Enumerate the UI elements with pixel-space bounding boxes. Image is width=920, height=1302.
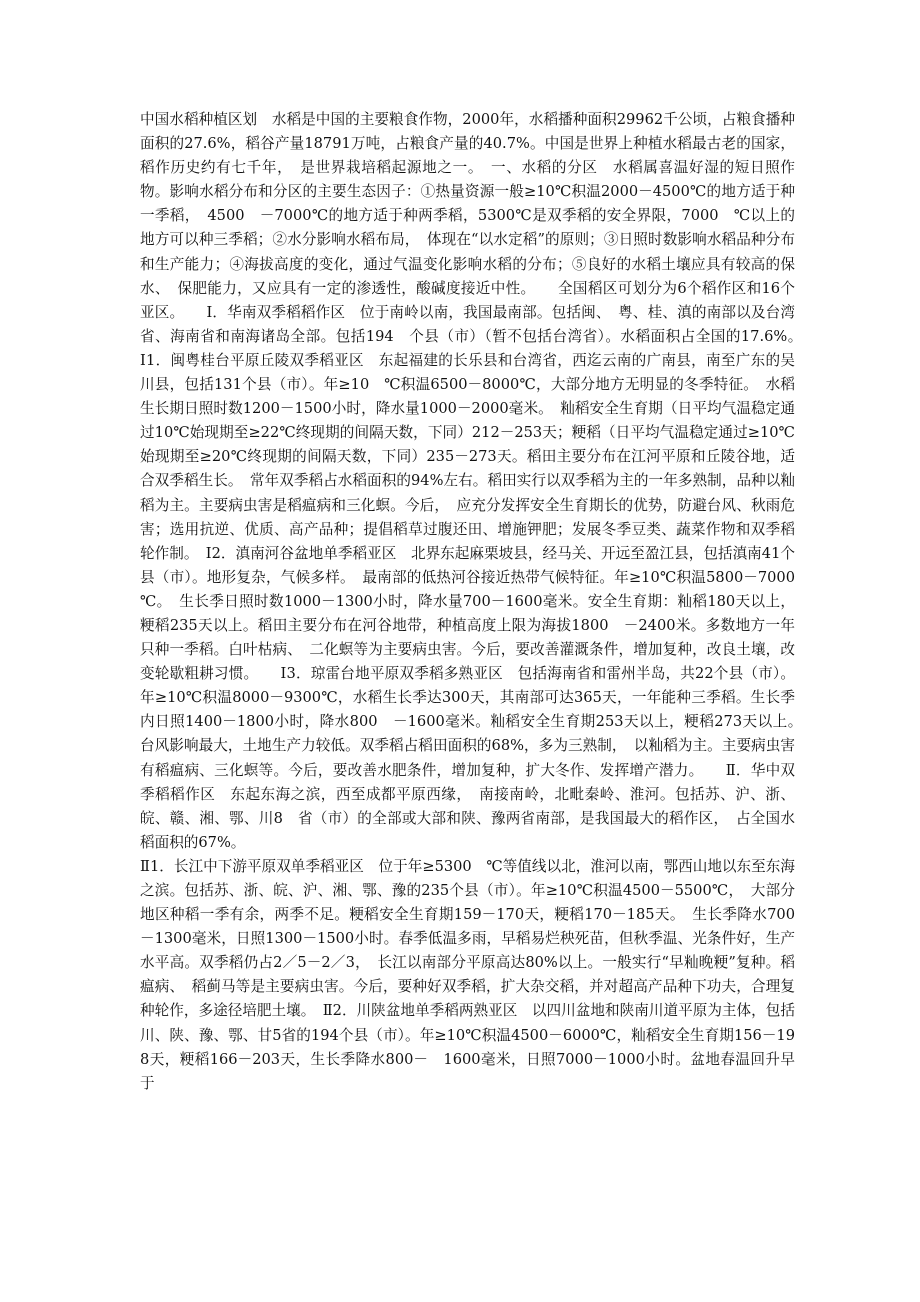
paragraph-1: 中国水稻种植区划 水稻是中国的主要粮食作物，2000年，水稻播种面积29962千公顷，占粮食播种面积的27.6%，稻谷产量18791万吨，占粮食产量的40.7%。中国是世界上种植水稻最古老的国家，稻作历史约有七千年， 是世界栽培稻起源地之一。 一、水稻的分区 水稻属喜温好湿的短日照作物。影响水稻分布和分区的主要生态因子：①热量资源一般≥10℃积温2000－4500℃的地方适于种一季稻， 4500 －7000℃的地方适于种两季稻，5300℃是双季稻的安全界限，7000 ℃以上的地方可以种三季稻；②水分影响水稻布局， 体现在“以水定稻”的原则；③日照时数影响水稻品种分布和生产能力；④海拔高度的变化，通过气温变化影响水稻的分布；⑤良好的水稻土壤应具有较高的保水、 保肥能力，又应具有一定的渗透性，酸碱度接近中性。 全国稻区可划分为6个稻作区和16个亚区。 Ⅰ．华南双季稻稻作区 位于南岭以南，我国最南部。包括闽、 粤、桂、滇的南部以及台湾省、海南省和南海诸岛全部。包括194 个县（市）（暂不包括台湾省）。水稻面积占全国的17.6%。 Ⅰ1．闽粤桂台平原丘陵双季稻亚区 东起福建的长乐县和台湾省，西迄云南的广南县，南至广东的吴川县，包括131个县（市）。年≥10 ℃积温6500－8000℃，大部分地方无明显的冬季特征。 水稻生长期日照时数1200－1500小时，降水量1000－2000毫米。 籼稻安全生育期（日平均气温稳定通过10℃始现期至≥22℃终现期的间隔天数，下同）212－253天；粳稻（日平均气温稳定通过≥10℃始现期至≥20℃终现期的间隔天数，下同）235－273天。稻田主要分布在江河平原和丘陵谷地，适合双季稻生长。 常年双季稻占水稻面积的94%左右。稻田实行以双季稻为主的一年多熟制，品种以籼稻为主。主要病虫害是稻瘟病和三化螟。今后， 应充分发挥安全生育期长的优势，防避台风、秋雨危害；选用抗逆、优质、高产品种；提倡稻草过腹还田、增施钾肥；发展冬季豆类、蔬菜作物和双季稻轮作制。 Ⅰ2．滇南河谷盆地单季稻亚区 北界东起麻栗坡县，经马关、开远至盈江县，包括滇南41个县（市）。地形复杂，气候多样。 最南部的低热河谷接近热带气候特征。年≥10℃积温5800－7000 ℃。 生长季日照时数1000－1300小时，降水量700－1600毫米。安全生育期：籼稻180天以上，粳稻235天以上。稻田主要分布在河谷地带，种植高度上限为海拔1800 －2400米。多数地方一年只种一季稻。白叶枯病、 二化螟等为主要病虫害。今后，要改善灌溉条件，增加复种，改良土壤，改变轮歇粗耕习惯。 Ⅰ3．琼雷台地平原双季稻多熟亚区 包括海南省和雷州半岛，共22个县（市）。年≥10℃积温8000－9300℃，水稻生长季达300天，其南部可达365天，一年能种三季稻。生长季内日照1400－1800小时，降水800 －1600毫米。籼稻安全生育期253天以上，粳稻273天以上。 台风影响最大，土地生产力较低。双季稻占稻田面积的68%，多为三熟制， 以籼稻为主。主要病虫害有稻瘟病、三化螟等。今后，要改善水肥条件，增加复种，扩大冬作、发挥增产潜力。 Ⅱ．华中双季稻稻作区 东起东海之滨，西至成都平原西缘， 南接南岭，北毗秦岭、淮河。包括苏、沪、浙、皖、赣、湘、鄂、川8 省（市）的全部或大部和陕、豫两省南部，是我国最大的稻作区， 占全国水稻面积的67%。 xyxy=(140,111,810,851)
document-body xyxy=(140,108,810,1096)
paragraph-2: Ⅱ1．长江中下游平原双单季稻亚区 位于年≥5300 ℃等值线以北，淮河以南，鄂西山地以东至东海之滨。包括苏、浙、皖、沪、湘、鄂、豫的235个县（市）。年≥10℃积温4500－5500℃， 大部分地区种稻一季有余，两季不足。粳稻安全生育期159－170天，粳稻170－185天。 生长季降水700－1300毫米，日照1300－1500小时。春季低温多雨，早稻易烂秧死苗，但秋季温、光条件好，生产水平高。双季稻仍占2／5－2／3， 长江以南部分平原高达80%以上。一般实行“早籼晚粳”复种。稻瘟病、 稻蓟马等是主要病虫害。今后，要种好双季稻，扩大杂交稻，并对超高产品种下功夫，合理复种轮作，多途径培肥土壤。 Ⅱ2．川陕盆地单季稻两熟亚区 以四川盆地和陕南川道平原为主体，包括川、陕、豫、鄂、甘5省的194个县（市）。年≥10℃积温4500－6000℃，籼稻安全生育期156－198天，粳稻166－203天，生长季降水800－ 1600毫米，日照7000－1000小时。盆地春温回升早于 xyxy=(140,857,795,1092)
